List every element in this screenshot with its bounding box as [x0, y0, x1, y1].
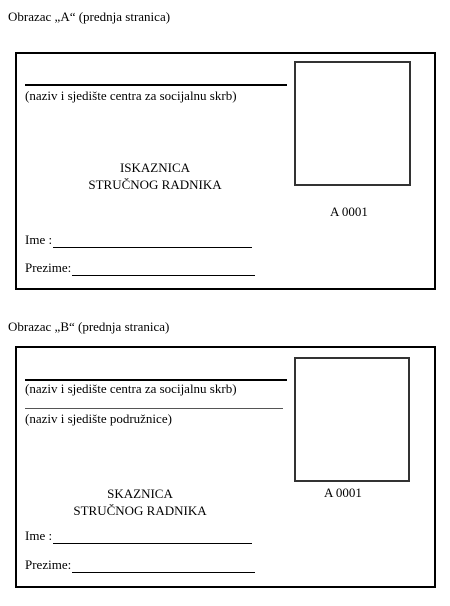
form-a-first-name-line[interactable] — [53, 235, 252, 248]
form-b-first-name-label: Ime : — [25, 528, 53, 543]
form-a-card — [15, 52, 436, 290]
form-a-centre-label: (naziv i sjedište centra za socijalnu skrb) — [25, 88, 237, 103]
form-b-title — [60, 485, 220, 519]
form-a-title — [75, 159, 235, 193]
form-a-photo-box — [294, 61, 411, 186]
form-a-first-name-label: Ime : — [25, 232, 53, 247]
form-b-branch-line — [25, 408, 283, 409]
form-a-surname-label: Prezime: — [25, 260, 72, 275]
form-b-surname-field[interactable] — [25, 557, 255, 573]
form-a-centre-line — [25, 84, 287, 86]
form-a-first-name-field[interactable] — [25, 232, 252, 248]
form-a-surname-line[interactable] — [72, 263, 255, 276]
form-b-title-line1: SKAZNICA — [107, 486, 173, 501]
form-a-serial: A 0001 — [330, 204, 368, 219]
form-a-caption: Obrazac „A“ (prednja stranica) — [8, 9, 171, 24]
form-b-title-line2: STRUČNOG RADNIKA — [73, 503, 207, 518]
form-b-card — [15, 346, 436, 588]
form-b-surname-line[interactable] — [72, 560, 255, 573]
form-a-title-line1: ISKAZNICA — [119, 160, 191, 175]
form-b-surname-label: Prezime: — [25, 557, 72, 572]
form-b-centre-label: (naziv i sjedište centra za socijalnu skrb) — [25, 381, 237, 396]
form-b-first-name-field[interactable] — [25, 528, 252, 544]
form-a-surname-field[interactable] — [25, 260, 255, 276]
form-b-photo-box — [294, 357, 410, 482]
form-b-branch-label: (naziv i sjedište podružnice) — [25, 411, 172, 426]
form-a-title-line2: STRUČNOG RADNIKA — [88, 177, 222, 192]
form-b-serial: A 0001 — [324, 485, 362, 500]
form-b-first-name-line[interactable] — [53, 531, 252, 544]
form-b-caption: Obrazac „B“ (prednja stranica) — [8, 319, 170, 334]
